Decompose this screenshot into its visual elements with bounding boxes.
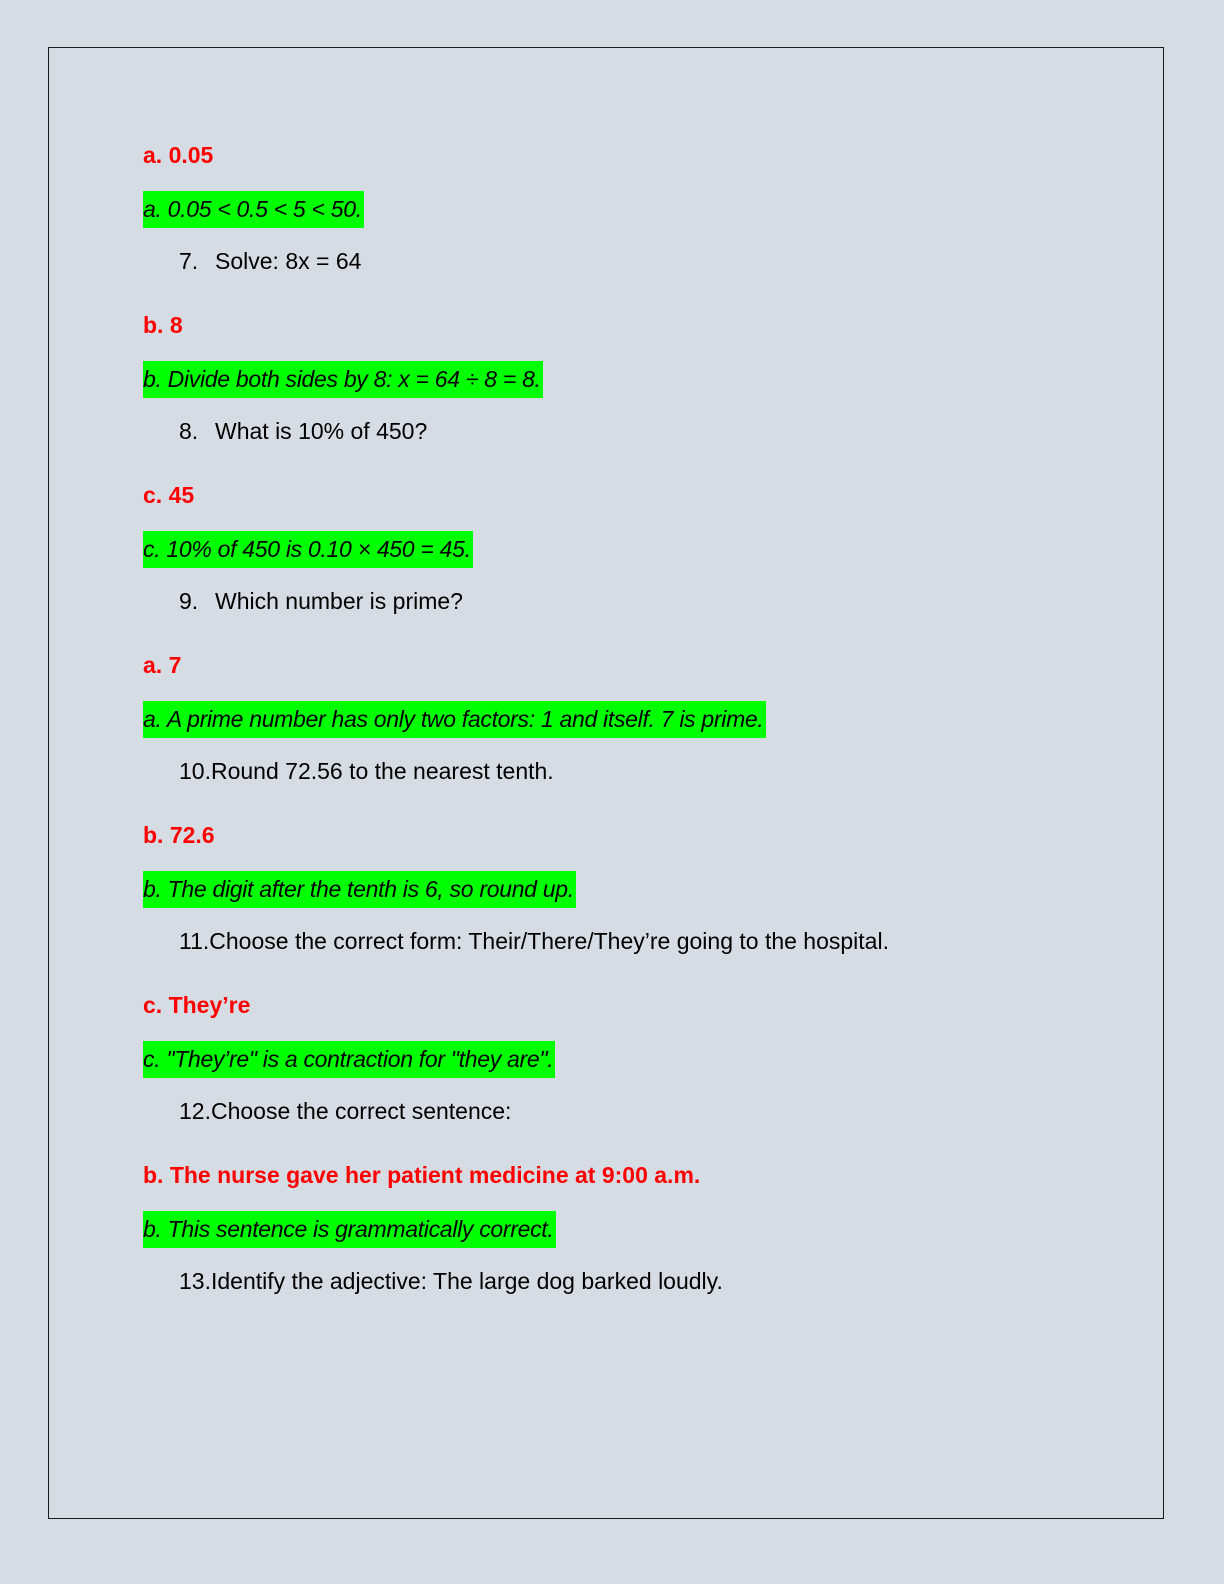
answer-choice: b. The nurse gave her patient medicine at 9:00 a.m. bbox=[143, 1162, 701, 1188]
answer-choice: b. 72.6 bbox=[143, 822, 215, 848]
answer-choice: a. 7 bbox=[143, 652, 182, 678]
question-item: 11.Choose the correct form: Their/There/They’re going to the hospital. bbox=[179, 928, 889, 954]
answer-explanation: b. This sentence is grammatically correct. bbox=[143, 1217, 1123, 1242]
question-item: 10.Round 72.56 to the nearest tenth. bbox=[179, 758, 554, 784]
question-item: 13.Identify the adjective: The large dog barked loudly. bbox=[179, 1268, 723, 1294]
answer-choice: c. 45 bbox=[143, 482, 195, 508]
answer-explanation: a. 0.05 < 0.5 < 5 < 50. bbox=[143, 197, 1123, 222]
document-content bbox=[143, 143, 1123, 1333]
answer-choice: c. They’re bbox=[143, 992, 251, 1018]
answer-explanation: c. 10% of 450 is 0.10 × 450 = 45. bbox=[143, 537, 1123, 562]
question-item: 7. Solve: 8x = 64 bbox=[179, 248, 362, 274]
question-item: 9. Which number is prime? bbox=[179, 588, 463, 614]
answer-choice: b. 8 bbox=[143, 312, 183, 338]
question-item: 12.Choose the correct sentence: bbox=[179, 1098, 512, 1124]
answer-explanation: b. The digit after the tenth is 6, so round up. bbox=[143, 877, 1123, 902]
answer-choice: a. 0.05 bbox=[143, 142, 214, 168]
answer-explanation: b. Divide both sides by 8: x = 64 ÷ 8 = 8. bbox=[143, 367, 1123, 392]
question-item: 8. What is 10% of 450? bbox=[179, 418, 428, 444]
answer-explanation: a. A prime number has only two factors: 1 and itself. 7 is prime. bbox=[143, 707, 1123, 732]
answer-explanation: c. "They’re" is a contraction for "they are". bbox=[143, 1047, 1123, 1072]
